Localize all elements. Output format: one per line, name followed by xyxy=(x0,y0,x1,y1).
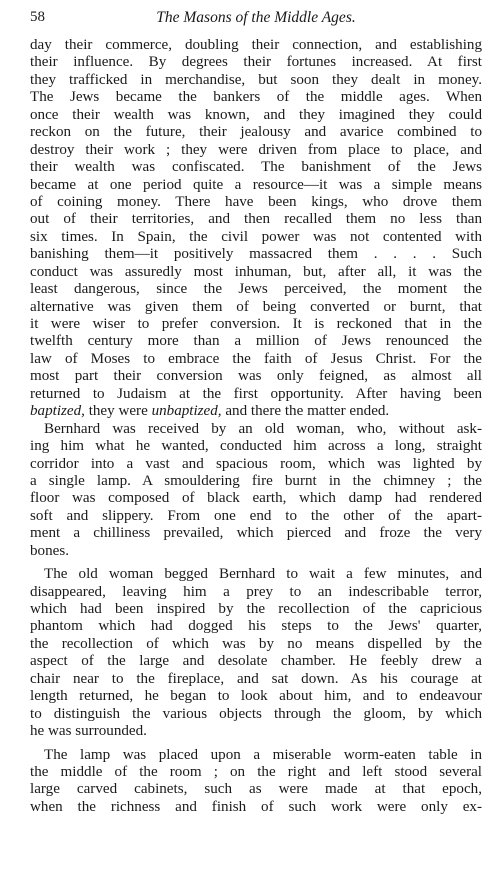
text-line: six times. In Spain, the civil power was not contented with xyxy=(30,228,482,245)
text-line: The lamp was placed upon a miserable worm-eaten table in xyxy=(44,746,482,763)
text-line xyxy=(30,403,482,420)
text-line: destroy their work ; they were driven from place to place, and xyxy=(30,141,482,158)
text-line: became at one period quite a resource—it was a simple means xyxy=(30,176,482,193)
running-title: The Masons of the Middle Ages. xyxy=(156,9,356,26)
text-line: when the richness and finish of such work were only ex- xyxy=(30,798,482,815)
text-line: least dangerous, since the Jews perceived, the moment the xyxy=(30,281,482,298)
text-line: ing him what he wanted, conducted him across a long, straight xyxy=(30,438,482,455)
paragraph-2 xyxy=(30,421,482,561)
text-line: to distinguish the various objects through the gloom, by which xyxy=(30,705,482,722)
text-line: out of their territories, and then recalled them no less than xyxy=(30,211,482,228)
paragraph-3 xyxy=(30,566,482,740)
italic-text: baptized, xyxy=(30,403,85,420)
text-line: length returned, he began to look about him, and to endeavour xyxy=(30,688,482,705)
text-line: they trafficked in merchandise, but soon they dealt in money. xyxy=(30,71,482,88)
text-line: their influence. By degrees their fortunes increased. At first xyxy=(30,54,482,71)
text-line: day their commerce, doubling their connection, and establishing xyxy=(30,37,482,53)
text-line: large carved cabinets, such as were made at that epoch, xyxy=(30,781,482,798)
text-line: it were wiser to prefer conversion. It is reckoned that in the xyxy=(30,316,482,332)
text-line: bones. xyxy=(30,542,69,559)
text-line: phantom which had dogged his steps to the Jews' quarter, xyxy=(30,618,482,635)
text-line: The old woman begged Bernhard to wait a few minutes, and xyxy=(44,566,482,583)
text-line: returned to Judaism at the first opportunity. After having been xyxy=(30,385,482,402)
paragraph-4 xyxy=(30,747,482,817)
text-line: reckon on the future, their jealousy and avarice combined to xyxy=(30,124,482,141)
text-line: twelfth century more than a million of Jews renounced the xyxy=(30,333,482,350)
text-run: and there the matter ended. xyxy=(221,403,390,420)
page-number: 58 xyxy=(30,9,45,25)
text-line: The Jews became the bankers of the middle ages. When xyxy=(30,89,482,106)
text-line: alternative was given them of being converted or burnt, that xyxy=(30,298,482,315)
text-line: soft and slippery. From one end to the other of the apart- xyxy=(30,507,482,524)
italic-text: unbaptized, xyxy=(151,403,222,420)
text-line: corridor into a vast and spacious room, which was lighted by xyxy=(30,455,482,472)
text-line: which had been inspired by the recollection of the capricious xyxy=(30,601,482,617)
text-line: chair near to the fireplace, and sat down. As his courage at xyxy=(30,670,482,687)
text-line: Bernhard was received by an old woman, who, without ask- xyxy=(44,420,482,437)
body-text xyxy=(30,37,482,816)
text-line: most part their conversion was only feigned, as almost all xyxy=(30,368,482,385)
text-line: he was surrounded. xyxy=(30,723,147,740)
text-line: of coining money. There have been kings, who drove them xyxy=(30,193,482,210)
paragraph-1 xyxy=(30,37,482,421)
text-line: the recollection of which was by no means dispelled by the xyxy=(30,635,482,652)
text-line: banishing them—it positively massacred them . . . . Such xyxy=(30,246,482,263)
text-line: law of Moses to embrace the faith of Jesus Christ. For the xyxy=(30,350,482,367)
text-line: the middle of the room ; on the right and left stood several xyxy=(30,763,482,780)
text-line: floor was composed of black earth, which damp had rendered xyxy=(30,490,482,507)
text-line: their wealth was confiscated. The banishment of the Jews xyxy=(30,159,482,176)
text-line: ment a chilliness prevailed, which pierced and froze the very xyxy=(30,525,482,542)
text-line: once their wealth was known, and they imagined they could xyxy=(30,106,482,123)
text-line: conduct was assuredly most inhuman, but, after all, it was the xyxy=(30,263,482,280)
text-run: they were xyxy=(84,403,152,420)
text-line: a single lamp. A smouldering fire burnt in the chimney ; the xyxy=(30,472,482,489)
text-line: aspect of the large and desolate chamber. He feebly drew a xyxy=(30,653,482,670)
text-line: disappeared, leaving him a prey to an indescribable terror, xyxy=(30,583,482,600)
page-header xyxy=(30,9,482,33)
